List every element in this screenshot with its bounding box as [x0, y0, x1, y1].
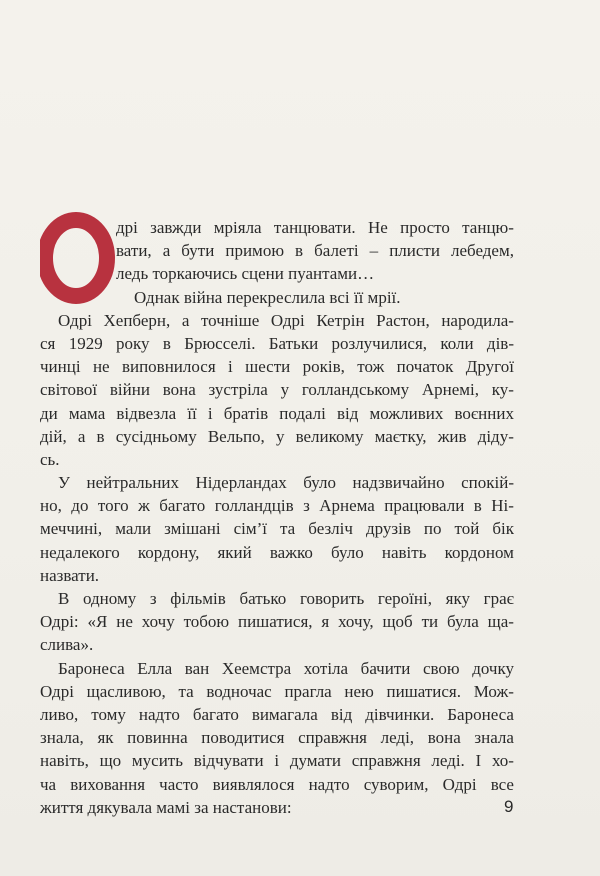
text-line	[40, 541, 514, 564]
text-line	[40, 749, 514, 772]
word: років,	[302, 357, 345, 377]
text-line	[40, 633, 514, 656]
word: суворим,	[363, 774, 429, 794]
text-line	[40, 726, 514, 749]
line-text: назвати.	[40, 565, 100, 585]
word: дочку	[472, 658, 514, 678]
word: важко	[269, 542, 313, 562]
word: багато	[159, 496, 206, 516]
word: працювали	[384, 496, 465, 516]
word: розлучилися,	[331, 333, 428, 353]
word: надто	[308, 774, 350, 794]
line-text	[58, 587, 514, 610]
word: бути	[181, 241, 215, 261]
line-text: слива».	[40, 635, 94, 655]
word: ча	[40, 774, 57, 794]
word: хочу	[141, 612, 175, 632]
text-line	[40, 262, 514, 285]
line-text: життя дякувала мамі за настанови:	[40, 797, 292, 817]
word: виховання	[70, 774, 146, 794]
word: Арнема	[319, 496, 375, 516]
word: повинна	[127, 728, 188, 748]
word: Хепберн,	[103, 310, 171, 330]
page-number: 9	[504, 797, 514, 816]
word: великому	[295, 426, 364, 446]
word: Елла	[137, 658, 173, 678]
word: леді.	[431, 751, 465, 771]
word: знала,	[40, 728, 84, 748]
text-line	[40, 773, 514, 796]
word: пишатися.	[386, 681, 462, 701]
word: змішані	[164, 519, 221, 539]
word: Другої	[465, 357, 514, 377]
word: з	[303, 496, 310, 516]
word: її	[187, 403, 197, 423]
text-line	[40, 448, 514, 471]
word: і	[207, 403, 213, 423]
word: просто	[400, 218, 450, 237]
text-line	[40, 332, 514, 355]
text-line	[40, 355, 514, 378]
word: в	[96, 426, 105, 446]
word: вона	[427, 728, 461, 748]
line-text	[40, 703, 514, 726]
word: часто	[159, 774, 199, 794]
word: щоб	[382, 612, 413, 632]
word: вимагала	[251, 704, 318, 724]
word: батько	[239, 589, 287, 608]
word: спокій-	[461, 473, 514, 493]
body-text	[40, 216, 514, 819]
word: дрі	[116, 218, 138, 237]
word: народила-	[441, 310, 514, 330]
line-text	[116, 239, 514, 262]
word: ж	[138, 496, 150, 516]
word: в	[162, 333, 171, 353]
word: з	[149, 589, 157, 608]
word: прагла	[284, 681, 332, 701]
word: у	[275, 426, 285, 446]
word: У	[58, 473, 71, 493]
word: ти	[421, 612, 439, 632]
word: Хеемстра	[221, 658, 292, 678]
word: Кетрін	[316, 310, 365, 330]
text-line	[40, 610, 514, 633]
word: «Я	[87, 612, 108, 632]
word: хотіла	[303, 658, 349, 678]
word: війни	[109, 380, 150, 400]
word: мусить	[131, 751, 183, 771]
word: того	[97, 496, 129, 516]
word: бік	[492, 519, 514, 539]
word: мама	[68, 403, 106, 423]
word: Батьки	[268, 333, 319, 353]
line-text	[40, 773, 514, 796]
word: шести	[245, 357, 291, 377]
word: дівчинки.	[365, 704, 435, 724]
word: не	[116, 612, 133, 632]
word: недалекого	[40, 542, 120, 562]
word: маєтку,	[374, 426, 427, 446]
word: І	[475, 751, 482, 771]
word: мріяла	[213, 218, 262, 237]
text-line	[40, 587, 514, 610]
word: Одрі	[442, 774, 477, 794]
line-text	[116, 216, 514, 239]
text-line	[40, 378, 514, 401]
word: відвезла	[116, 403, 177, 423]
word: кордоном	[444, 542, 514, 562]
word: завжди	[150, 218, 202, 237]
word: а	[77, 426, 86, 446]
word: тому	[91, 704, 126, 724]
line-text: сь.	[40, 449, 60, 469]
word: а	[181, 310, 190, 330]
line-text	[40, 726, 514, 749]
word: говорить	[299, 589, 365, 608]
word: від	[330, 704, 353, 724]
line-text	[40, 541, 514, 564]
word: кордону,	[137, 542, 200, 562]
word: по	[423, 519, 442, 539]
word: справжня	[298, 728, 367, 748]
word: початок	[396, 357, 454, 377]
word: та	[280, 519, 296, 539]
word: виявлялося	[212, 774, 295, 794]
word: Одрі	[270, 310, 305, 330]
word: була	[446, 612, 479, 632]
word: хо-	[491, 751, 514, 771]
word: Мож-	[473, 681, 514, 701]
word: і	[274, 751, 280, 771]
word: жив	[437, 426, 467, 446]
word: В	[58, 589, 70, 608]
word: одному	[83, 589, 137, 608]
word: –	[369, 241, 379, 261]
word: воєнних	[454, 403, 514, 423]
line-text	[40, 517, 514, 540]
word: тож	[357, 357, 385, 377]
word: нейтральних	[86, 473, 180, 493]
word: грає	[483, 589, 514, 608]
word: пишатися,	[237, 612, 313, 632]
text-line	[40, 494, 514, 517]
word: братів	[223, 403, 269, 423]
word: до	[71, 496, 89, 516]
word: Баронеса	[58, 658, 125, 678]
word: року	[116, 333, 150, 353]
word: ван	[184, 658, 210, 678]
word: голландців	[214, 496, 294, 516]
word: ку-	[491, 380, 514, 400]
word: дів-	[486, 333, 514, 353]
word: було	[331, 542, 364, 562]
word: Одрі	[40, 681, 74, 701]
word: ща-	[487, 612, 514, 632]
word: сім’ї	[233, 519, 268, 539]
text-line	[40, 216, 514, 239]
word: Растон,	[376, 310, 430, 330]
word: леді,	[380, 728, 415, 748]
word: водночас	[206, 681, 272, 701]
word: Вельпо,	[207, 426, 265, 446]
word: можливих	[369, 403, 444, 423]
word: мали	[115, 519, 152, 539]
word: у	[280, 380, 290, 400]
text-line	[40, 402, 514, 425]
word: було	[303, 473, 337, 493]
word: від	[337, 403, 359, 423]
word: навіть,	[40, 751, 89, 771]
word: діду-	[477, 426, 514, 446]
word: голландському	[301, 380, 410, 400]
text-line	[40, 239, 514, 262]
word: вати,	[116, 241, 152, 261]
word: той	[454, 519, 480, 539]
line-text	[40, 610, 514, 633]
line-text	[40, 355, 514, 378]
text-line	[40, 309, 514, 332]
text-line	[40, 286, 514, 309]
word: Не	[367, 218, 388, 237]
text-line	[40, 471, 514, 494]
word: Нідерландах	[195, 473, 287, 493]
word: чинці	[40, 357, 81, 377]
line-text: ледь торкаючись сцени пуантами…	[116, 264, 375, 284]
word: надто	[138, 704, 180, 724]
text-line	[40, 796, 514, 819]
word: коли	[440, 333, 474, 353]
word: дій,	[40, 426, 67, 446]
word: танцювати.	[273, 218, 356, 237]
word: яку	[445, 589, 470, 608]
word: та	[178, 681, 194, 701]
text-line	[40, 425, 514, 448]
line-text	[58, 657, 514, 680]
word: щасливою,	[86, 681, 166, 701]
word: танцю-	[462, 218, 514, 237]
word: справжня	[351, 751, 421, 771]
line-text	[58, 471, 514, 494]
word: 1929	[68, 333, 103, 353]
line-text	[40, 402, 514, 425]
word: героїні,	[377, 589, 432, 608]
word: а	[162, 241, 171, 261]
line-text	[40, 749, 514, 772]
line-text	[58, 309, 514, 332]
word: надзвичайно	[352, 473, 445, 493]
text-line	[40, 517, 514, 540]
line-text	[40, 332, 514, 355]
word: виповнилося	[121, 357, 216, 377]
word: як	[97, 728, 114, 748]
word: навіть	[381, 542, 427, 562]
word: і	[228, 357, 233, 377]
word: примою	[225, 241, 285, 261]
line-text	[40, 680, 514, 703]
word: нею	[344, 681, 374, 701]
word: бачити	[360, 658, 411, 678]
word: багато	[192, 704, 239, 724]
word: зустріла	[208, 380, 268, 400]
word: ся	[40, 333, 56, 353]
text-line	[40, 680, 514, 703]
word: що	[99, 751, 122, 771]
word: який	[217, 542, 252, 562]
word: лебедем,	[451, 241, 514, 261]
word: Арнемі,	[421, 380, 480, 400]
word: Баронеса	[447, 704, 514, 724]
word: друзів	[365, 519, 411, 539]
word: меччині,	[40, 519, 103, 539]
word: Одрі	[58, 310, 92, 330]
word: Брюсселі.	[184, 333, 256, 353]
word: тобою	[183, 612, 230, 632]
word: поводитися	[201, 728, 285, 748]
word: плисти	[389, 241, 440, 261]
line-text	[40, 378, 514, 401]
line-text	[40, 494, 514, 517]
word: безліч	[308, 519, 353, 539]
text-line	[40, 657, 514, 680]
word: я	[321, 612, 330, 632]
word: думати	[289, 751, 342, 771]
word: відчувати	[193, 751, 264, 771]
word: точніше	[200, 310, 260, 330]
text-line	[40, 703, 514, 726]
word: фільмів	[170, 589, 226, 608]
word: хочу,	[338, 612, 374, 632]
word: сусідньому	[115, 426, 197, 446]
word: Ні-	[491, 496, 514, 516]
word: ди	[40, 403, 58, 423]
line-text	[40, 425, 514, 448]
text-line	[40, 564, 514, 587]
line-text: Однак війна перекреслила всі її мрії.	[134, 287, 401, 307]
word: свою	[422, 658, 460, 678]
word: подалі	[279, 403, 326, 423]
word: в	[295, 241, 304, 261]
word: балеті	[314, 241, 359, 261]
word: все	[490, 774, 514, 794]
word: знала	[474, 728, 514, 748]
word: но,	[40, 496, 62, 516]
word: ливо,	[40, 704, 79, 724]
word: світової	[40, 380, 98, 400]
word: в	[473, 496, 482, 516]
word: вона	[162, 380, 196, 400]
word: Одрі:	[40, 612, 79, 632]
word: не	[92, 357, 110, 377]
